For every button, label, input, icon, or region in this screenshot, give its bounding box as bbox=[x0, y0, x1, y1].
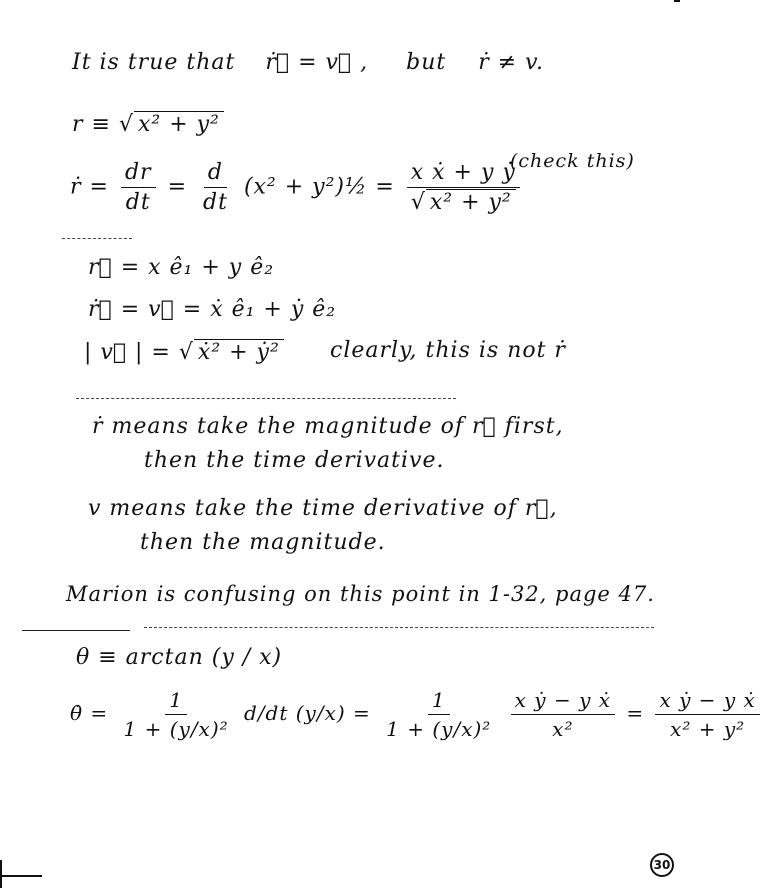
scan-edge-tick bbox=[674, 0, 680, 2]
velocity-vector: ṙ⃗ = v⃗ = ẋ ê₁ + ẏ ê₂ bbox=[88, 297, 337, 322]
r-definition bbox=[72, 112, 224, 137]
fraction-dr-dt bbox=[121, 160, 156, 215]
fraction-numerator: 1 bbox=[165, 688, 187, 715]
intro-but: but bbox=[406, 50, 447, 75]
result-radicand: x² + y² bbox=[426, 189, 516, 215]
marion-note: Marion is confusing on this point in 1-32, page 47. bbox=[66, 582, 655, 606]
speed-radicand: ẋ² + ẏ² bbox=[194, 339, 284, 365]
intro-line bbox=[72, 50, 544, 75]
fraction-numerator: x ẏ − y ẋ bbox=[655, 688, 759, 715]
scan-corner-mark-vertical bbox=[0, 860, 2, 888]
fraction-one-over-2 bbox=[382, 688, 495, 741]
separator-rule-left bbox=[22, 630, 130, 631]
fraction-quotient-rule bbox=[511, 688, 615, 741]
fraction-d-dt bbox=[199, 160, 232, 215]
scan-corner-mark bbox=[0, 875, 42, 877]
equals-sign: = bbox=[167, 174, 187, 200]
rdot-meaning-line2: then the time derivative. bbox=[144, 448, 445, 473]
position-vector: r⃗ = x ê₁ + y ê₂ bbox=[88, 255, 275, 280]
sqrt-symbol: √ bbox=[178, 340, 194, 365]
theta-definition: θ ≡ arctan (y / x) bbox=[76, 645, 283, 670]
fraction-denominator: dt bbox=[125, 190, 151, 215]
fraction-denominator: 1 + (y/x)² bbox=[386, 717, 492, 741]
speed-magnitude bbox=[84, 340, 284, 365]
v-meaning-line1: v means take the time derivative of r⃗, bbox=[88, 496, 558, 521]
d-dt-y-over-x: d/dt (y/x) = bbox=[244, 701, 371, 725]
separator-long bbox=[76, 398, 456, 399]
fraction-numerator: x ẏ − y ẋ bbox=[511, 688, 615, 715]
clearly-note: clearly, this is not ṙ bbox=[330, 338, 566, 363]
rdot-power-expression: (x² + y²)½ = bbox=[243, 174, 395, 200]
fraction-numerator: 1 bbox=[428, 688, 450, 715]
separator-rule-right bbox=[144, 627, 654, 628]
fraction-rdot-result bbox=[407, 160, 520, 215]
fraction-theta-dot-result bbox=[655, 688, 759, 741]
sqrt-symbol: √ bbox=[118, 112, 134, 137]
fraction-denominator: x² + y² bbox=[670, 717, 746, 741]
intro-eq-scalar: ṙ ≠ v. bbox=[478, 50, 544, 75]
fraction-numerator: d bbox=[204, 160, 227, 188]
r-definition-lhs: r ≡ bbox=[72, 112, 111, 137]
intro-text: It is true that bbox=[72, 50, 236, 75]
page-number-badge: 30 bbox=[650, 853, 674, 877]
theta-dot-derivation bbox=[70, 688, 764, 741]
rdot-derivation bbox=[70, 160, 524, 215]
fraction-one-over-1 bbox=[120, 688, 233, 741]
v-meaning-line2: then the magnitude. bbox=[140, 530, 386, 555]
intro-eq-vector: ṙ⃗ = v⃗ , bbox=[265, 50, 369, 75]
rdot-lhs: ṙ = bbox=[70, 174, 109, 200]
equals-sign: = bbox=[626, 701, 645, 725]
fraction-denominator: dt bbox=[203, 190, 228, 215]
theta-dot-lhs: θ̇ = bbox=[70, 701, 109, 725]
check-this-note: (check this) bbox=[510, 150, 635, 172]
fraction-denominator: 1 + (y/x)² bbox=[123, 717, 229, 741]
rdot-meaning-line1: ṙ means take the magnitude of r⃗ first, bbox=[92, 414, 564, 439]
speed-lhs: | v⃗ | = bbox=[84, 340, 171, 365]
fraction-denominator: x² bbox=[552, 717, 574, 741]
fraction-denominator: √ x² + y² bbox=[407, 188, 520, 215]
fraction-numerator: dr bbox=[121, 160, 156, 188]
fraction-numerator: x ẋ + y ẏ bbox=[407, 160, 520, 188]
r-definition-radicand: x² + y² bbox=[134, 111, 224, 137]
separator-short bbox=[62, 238, 132, 239]
